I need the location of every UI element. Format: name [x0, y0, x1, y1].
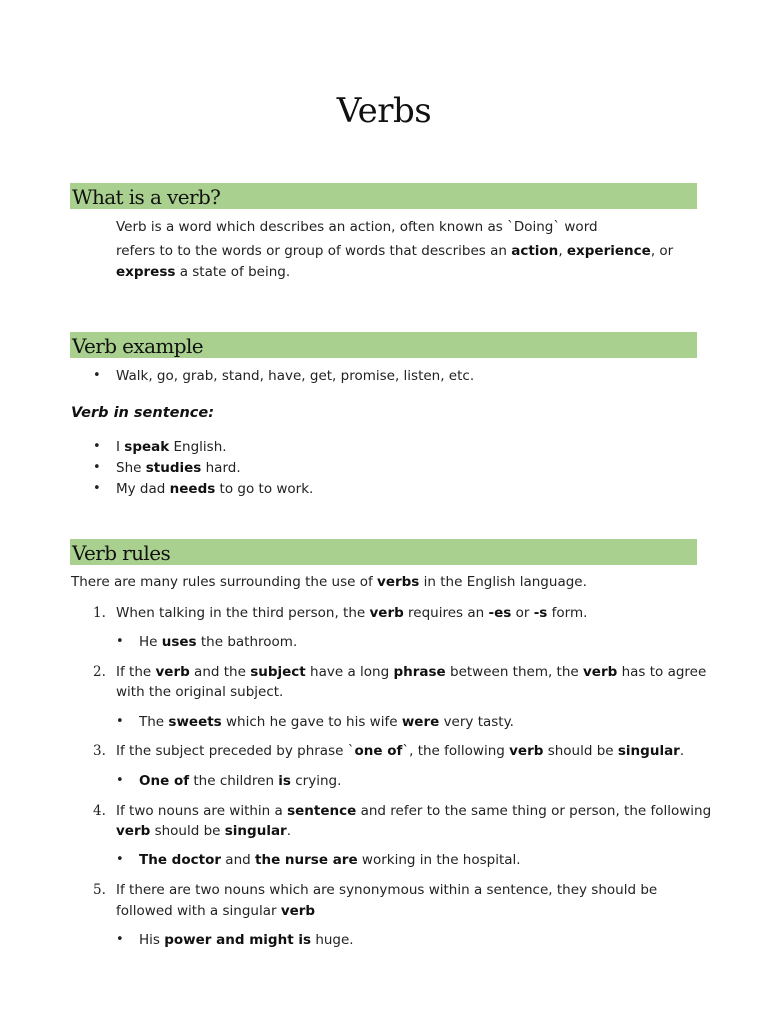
rule-2-example: The sweets which he gave to his wife were very tasty. — [139, 714, 514, 730]
rule-4-example: The doctor and the nurse are working in the hospital. — [139, 852, 521, 868]
definition-line-2: refers to to the words or group of words that describes an action, experience, or — [116, 243, 674, 259]
rule-number: 3. — [93, 743, 106, 759]
bullet-marker: • — [116, 852, 124, 867]
bullet-marker: • — [93, 439, 101, 454]
bullet-marker: • — [116, 932, 124, 947]
rule-1-text: When talking in the third person, the verb requires an -es or -s form. — [116, 605, 588, 621]
rule-3-text: If the subject preceded by phrase `one of`, the following verb should be singular. — [116, 743, 685, 759]
page-title: Verbs — [336, 91, 432, 131]
rule-number: 2. — [93, 664, 106, 680]
rule-5-text-line-1: If there are two nouns which are synonymous within a sentence, they should be — [116, 882, 658, 898]
rule-2-text-line-2: with the original subject. — [116, 684, 284, 700]
section-heading-verb-rules — [70, 539, 697, 565]
section-heading-text: Verb rules — [72, 541, 171, 565]
rule-number: 4. — [93, 803, 106, 819]
definition-line-1: Verb is a word which describes an action, often known as `Doing` word — [116, 219, 598, 235]
rule-4-text-line-2: verb should be singular. — [116, 823, 292, 839]
bullet-marker: • — [93, 481, 101, 496]
bullet-marker: • — [93, 368, 101, 383]
bullet-marker: • — [93, 460, 101, 475]
rule-number: 1. — [93, 605, 106, 621]
verb-example-list: Walk, go, grab, stand, have, get, promise, listen, etc. — [116, 368, 475, 384]
verb-in-sentence-heading: Verb in sentence: — [71, 405, 215, 421]
rule-number: 5. — [93, 882, 106, 898]
example-sentence-2: She studies hard. — [116, 460, 241, 476]
rule-3-example: One of the children is crying. — [139, 773, 342, 789]
example-sentence-3: My dad needs to go to work. — [116, 481, 314, 497]
bullet-marker: • — [116, 634, 124, 649]
example-sentence-1: I speak English. — [116, 439, 227, 455]
definition-line-3: express a state of being. — [116, 264, 291, 280]
rule-5-text-line-2: followed with a singular verb — [116, 903, 316, 919]
bullet-marker: • — [116, 773, 124, 788]
rule-2-text-line-1: If the verb and the subject have a long phrase between them, the verb has to agree — [116, 664, 707, 680]
rules-intro: There are many rules surrounding the use of verbs in the English language. — [71, 574, 587, 590]
section-heading-verb-example — [70, 332, 697, 358]
rule-4-text-line-1: If two nouns are within a sentence and refer to the same thing or person, the following — [116, 803, 712, 819]
rule-5-example: His power and might is huge. — [139, 932, 354, 948]
bullet-marker: • — [116, 714, 124, 729]
rule-1-example: He uses the bathroom. — [139, 634, 298, 650]
section-heading-text: What is a verb? — [72, 185, 221, 209]
section-heading-text: Verb example — [72, 334, 204, 358]
section-heading-what-is-a-verb — [70, 183, 697, 209]
